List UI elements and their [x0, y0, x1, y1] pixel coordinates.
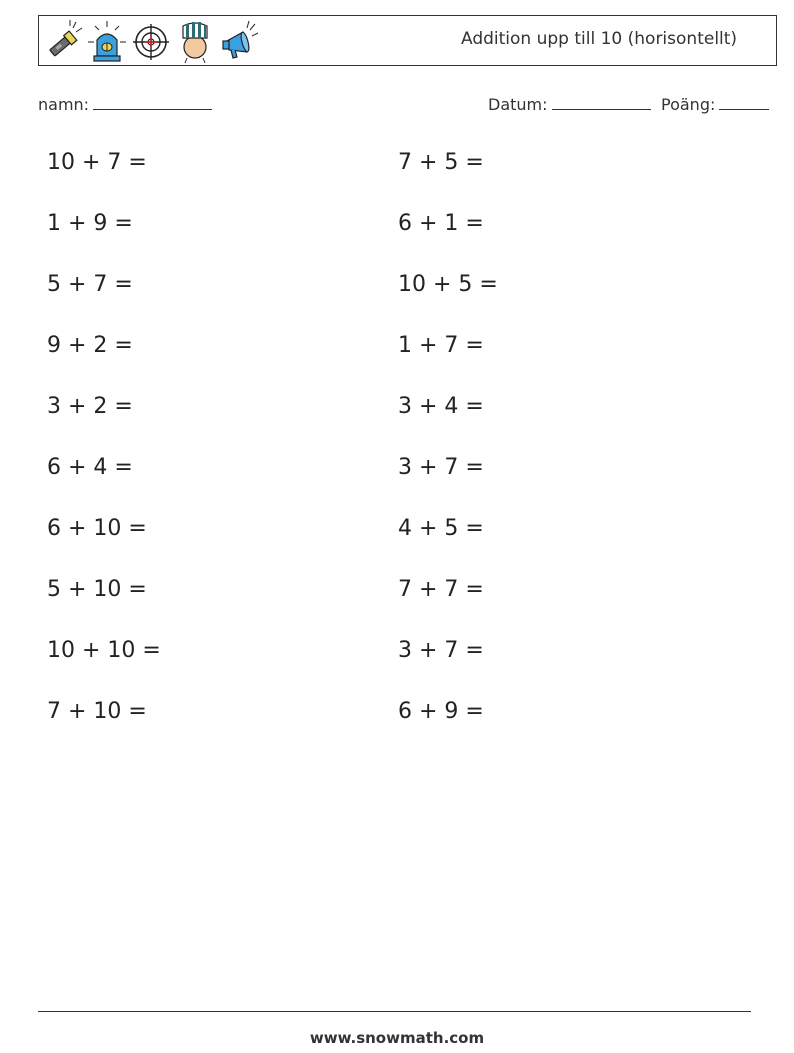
footer-divider: [38, 1011, 751, 1012]
date-label: Datum:: [488, 95, 548, 114]
problem-right-2: 6 + 1 =: [398, 211, 484, 236]
problem-right-7: 4 + 5 =: [398, 516, 484, 541]
problem-right-4: 1 + 7 =: [398, 333, 484, 358]
problem-left-5: 3 + 2 =: [47, 394, 133, 419]
header-icons: [43, 18, 259, 64]
name-field: [38, 93, 212, 114]
problem-left-2: 1 + 9 =: [47, 211, 133, 236]
crosshair-icon: [131, 18, 171, 64]
problem-left-10: 7 + 10 =: [47, 699, 147, 724]
score-field: [661, 93, 769, 114]
problem-left-6: 6 + 4 =: [47, 455, 133, 480]
footer-url: www.snowmath.com: [309, 1029, 485, 1047]
problem-left-3: 5 + 7 =: [47, 272, 133, 297]
name-label: namn:: [38, 95, 90, 114]
problem-left-7: 6 + 10 =: [47, 516, 147, 541]
problem-left-8: 5 + 10 =: [47, 577, 147, 602]
header-box: [38, 15, 777, 66]
megaphone-icon: [219, 18, 259, 64]
problem-right-5: 3 + 4 =: [398, 394, 484, 419]
name-blank-line: [93, 93, 212, 110]
siren-icon: [87, 18, 127, 64]
problem-left-1: 10 + 7 =: [47, 150, 147, 175]
score-blank-line: [719, 93, 769, 110]
flashlight-icon: [43, 18, 83, 64]
prisoner-icon: [175, 18, 215, 64]
problem-right-6: 3 + 7 =: [398, 455, 484, 480]
date-blank-line: [552, 93, 651, 110]
score-label: Poäng:: [661, 95, 716, 114]
problem-left-4: 9 + 2 =: [47, 333, 133, 358]
problem-right-8: 7 + 7 =: [398, 577, 484, 602]
date-field: [488, 93, 651, 114]
problem-right-10: 6 + 9 =: [398, 699, 484, 724]
problem-right-1: 7 + 5 =: [398, 150, 484, 175]
problem-right-3: 10 + 5 =: [398, 272, 498, 297]
problem-right-9: 3 + 7 =: [398, 638, 484, 663]
problem-left-9: 10 + 10 =: [47, 638, 161, 663]
worksheet-title: Addition upp till 10 (horisontellt): [461, 29, 738, 49]
